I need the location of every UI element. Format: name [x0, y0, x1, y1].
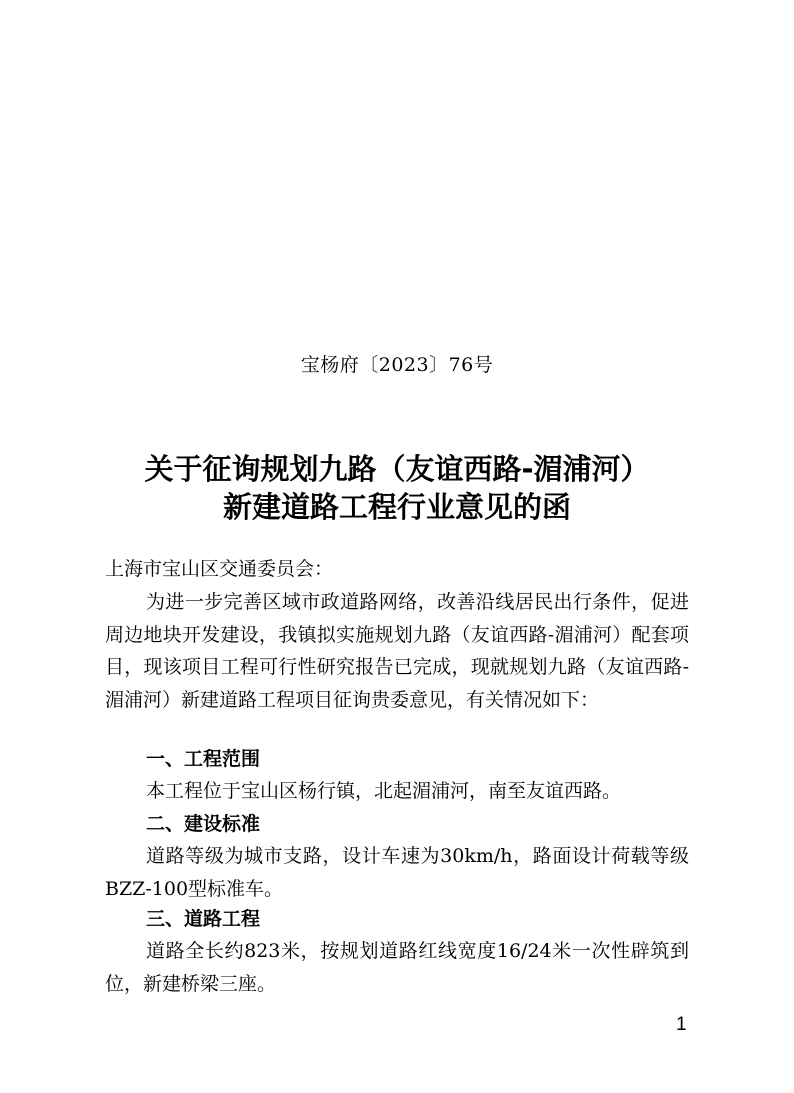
section-heading-standard: 二、建设标准	[146, 813, 261, 835]
title-line-2: 新建道路工程行业意见的函	[222, 490, 571, 524]
section-heading-road: 三、道路工程	[146, 908, 261, 930]
section-text-road: 道路全长约823米，按规划道路红线宽度16/24米一次性辟筑到位，新建桥梁三座。	[105, 940, 689, 995]
section-text-scope: 本工程位于宝山区杨行镇，北起湄浦河，南至友谊西路。	[146, 780, 622, 802]
section-text-standard: 道路等级为城市支路，设计车速为30km/h，路面设计荷载等级BZZ-100型标准车。	[105, 845, 689, 900]
document-number: 宝杨府〔2023〕76号	[300, 354, 494, 376]
title-line-1: 关于征询规划九路（友谊西路-湄浦河）	[144, 452, 650, 486]
document-title	[0, 450, 794, 526]
page-number: 1	[676, 1014, 687, 1035]
addressee: 上海市宝山区交通委员会：	[105, 558, 334, 580]
intro-paragraph: 为进一步完善区域市政道路网络，改善沿线居民出行条件，促进周边地块开发建设，我镇拟实施规划九路（友谊西路-湄浦河）配套项目，现该项目工程可行性研究报告已完成，现就规划九路（友谊西路-湄浦河）新建道路工程项目征询贵委意见，有关情况如下：	[105, 591, 689, 711]
section-heading-scope: 一、工程范围	[146, 748, 261, 770]
